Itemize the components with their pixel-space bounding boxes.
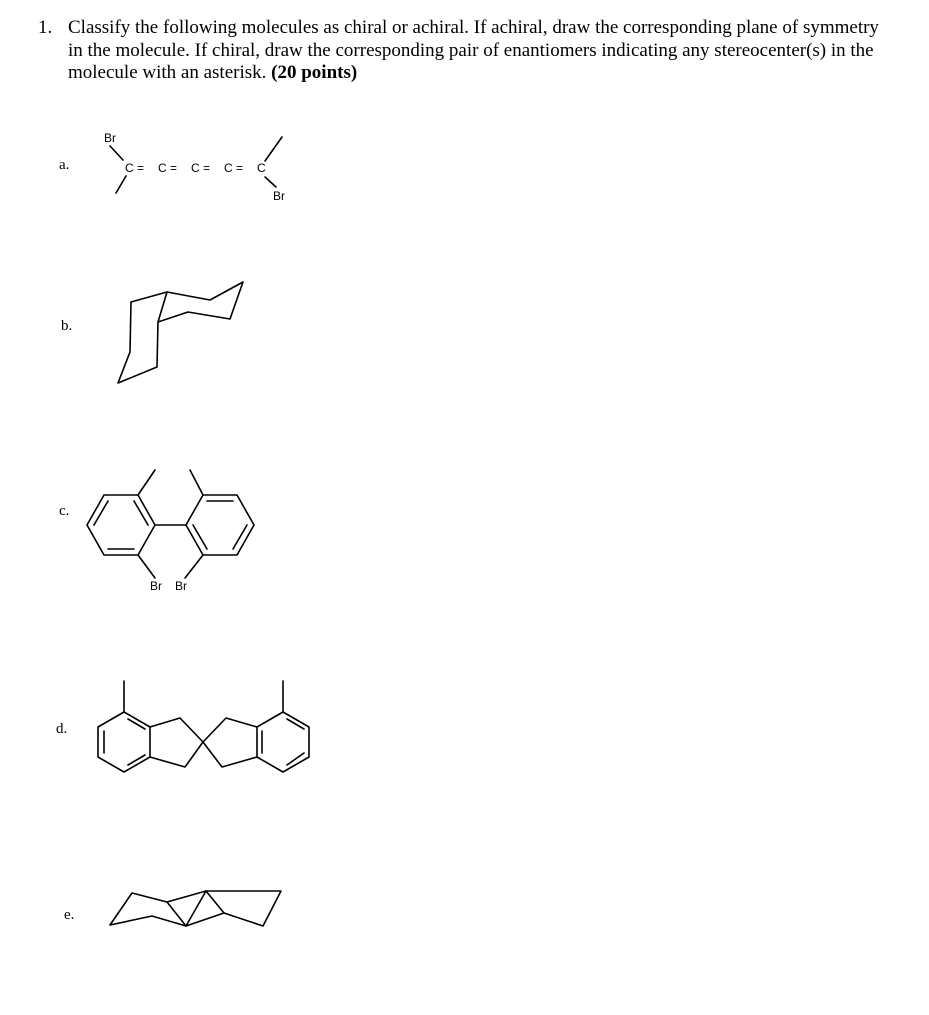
bond-br-c1 [110, 146, 123, 160]
label-b: b. [61, 318, 73, 334]
atom-c1: C [125, 161, 134, 175]
ring-fusion-bond [186, 891, 206, 926]
benzene-left [98, 712, 150, 772]
atom-c2: C [158, 161, 167, 175]
benzene-left [87, 495, 155, 555]
atom-br-left: Br [150, 579, 162, 593]
label-d: d. [56, 721, 68, 737]
double-bond [193, 525, 207, 549]
ring-upper [158, 282, 243, 322]
methyl-right [190, 470, 203, 495]
atom-c5: C [257, 161, 266, 175]
molecule-d [98, 681, 309, 772]
molecule-a [104, 131, 285, 203]
bond-c2-c3: = [170, 161, 178, 175]
bond-br-left [138, 555, 155, 578]
double-bond [233, 525, 247, 549]
five-ring-right [203, 718, 257, 767]
bond-c5-br [265, 177, 276, 187]
benzene-right [257, 712, 309, 772]
question-text: Classify the following molecules as chiral or achiral. If achiral, draw the corresponding plane of symmetry in the molecule. If chiral, draw the corresponding pair of enantiomers indicating any stereocenter(s) in the molecule with an asterisk. [68, 17, 879, 83]
bond-c1-c2: = [137, 161, 145, 175]
bond-br-right [185, 555, 203, 578]
label-e: e. [64, 907, 75, 923]
atom-c4: C [224, 161, 233, 175]
double-bond [94, 501, 108, 525]
five-ring-left [150, 718, 203, 767]
molecule-c [87, 470, 254, 593]
atom-br-right: Br [175, 579, 187, 593]
molecule-e [110, 891, 281, 926]
double-bond [287, 753, 304, 765]
bond-c4-c5: = [236, 161, 244, 175]
chair-middle [167, 891, 224, 926]
bond-c5-methyl [265, 137, 282, 161]
molecule-b [118, 282, 243, 383]
atom-c3: C [191, 161, 200, 175]
benzene-right [186, 495, 254, 555]
chair-left [110, 893, 186, 926]
bond-c3-c4: = [203, 161, 211, 175]
chair-right [206, 891, 281, 926]
double-bond [128, 755, 145, 765]
label-a: a. [59, 157, 70, 173]
methyl-left [138, 470, 155, 495]
label-c: c. [59, 503, 70, 519]
question-points: (20 points) [271, 62, 358, 83]
atom-br-top: Br [104, 131, 116, 145]
double-bond [287, 719, 304, 729]
ring-lower [118, 292, 167, 383]
bond-c1-methyl [116, 176, 126, 193]
double-bond [134, 501, 148, 525]
atom-br-bottom: Br [273, 189, 285, 203]
question [38, 17, 898, 85]
question-number: 1. [38, 17, 53, 38]
double-bond [128, 719, 145, 729]
